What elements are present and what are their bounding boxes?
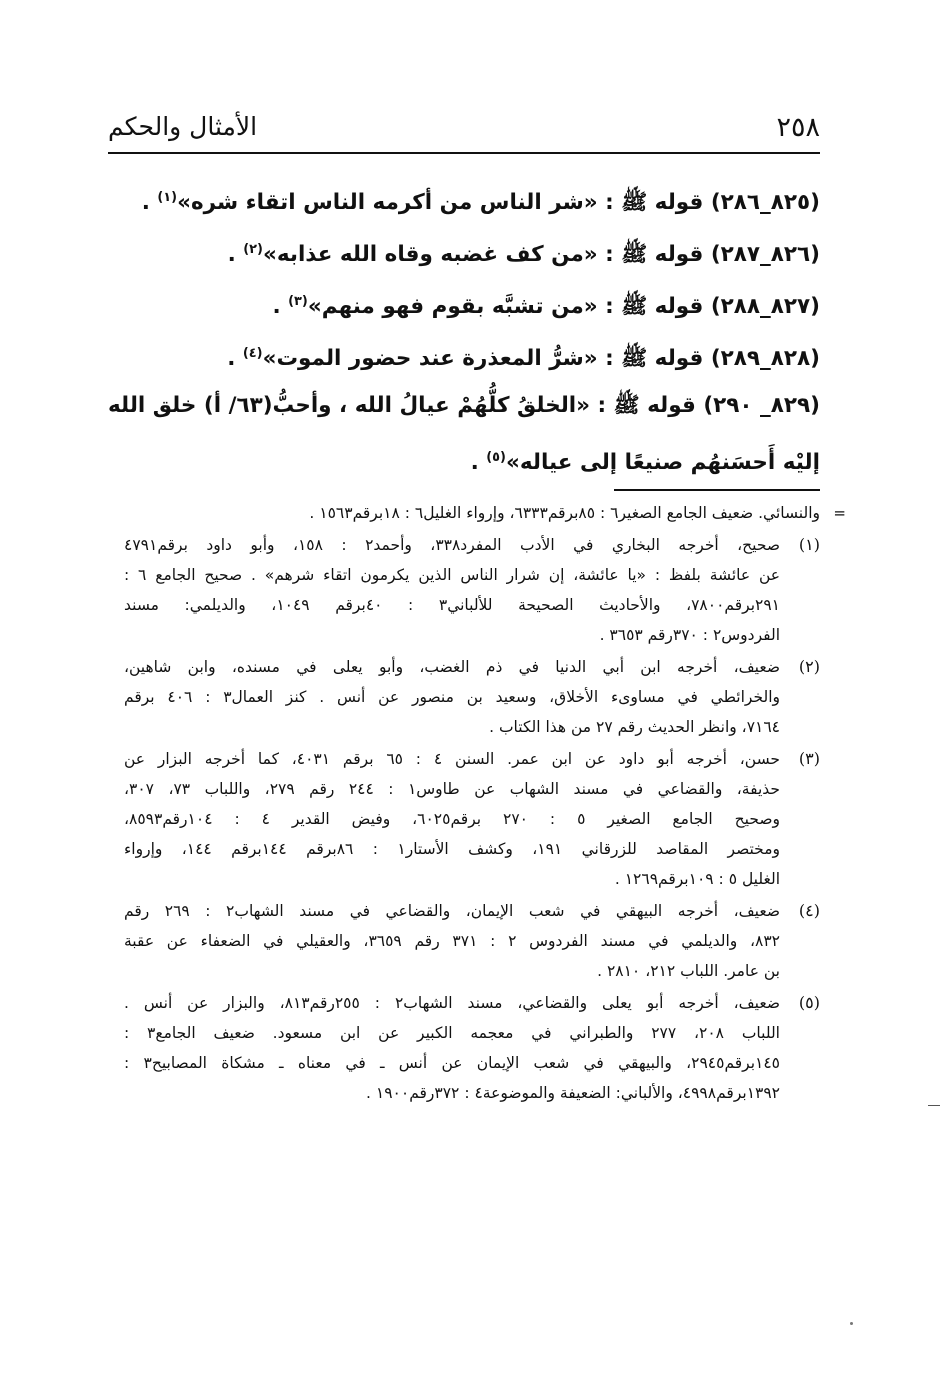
margin-mark [928, 1105, 940, 1106]
hadith-text: قوله ﷺ : «شر الناس من أكرمه الناس اتقاء شره» [177, 190, 704, 216]
hadith-text: قوله ﷺ : «شرُّ المعذرة عند حضور الموت» [262, 346, 704, 372]
footnote-line: ٧١٦٤، وانظر الحديث رقم ٢٧ من هذا الكتاب . [489, 718, 780, 736]
footnote-line: ١٣٩٢برقم٤٩٩٨، والألباني: الضعيفة والموضوعة٤ : ٣٧٢رقم١٩٠٠ . [366, 1084, 780, 1102]
hadith-287 [108, 224, 820, 276]
footnote-line: الغليل ٥ : ١٠٩برقم١٢٦٩ . [614, 870, 780, 888]
footnote-4 [124, 896, 820, 986]
footnote-body [124, 652, 780, 742]
header-rule [108, 152, 820, 154]
footnote-line: والخرائطي في مساوىء الأخلاق، وسعيد بن منصور عن أنس . كنز العمال٣ : ٤٠٦ برقم [124, 688, 780, 706]
hadith-289 [108, 328, 820, 380]
footnotes [124, 498, 846, 1108]
footnote-body [124, 744, 780, 894]
hadith-ref: (٨٢٩_ ٢٩٠) [703, 393, 820, 418]
hadith-290-line-2 [108, 432, 820, 484]
footnote-3 [124, 744, 820, 894]
footnote-line: ضعيف، أخرجه ابن أبي الدنيا في ذم الغضب، وأبو يعلى في مسنده، وابن شاهين، [124, 658, 780, 676]
hadith-text: إليْه أَحسَنهُم صنيعًا إلى عياله» [505, 450, 820, 476]
footnote-2 [124, 652, 820, 742]
continuation-mark: = [833, 504, 846, 522]
continuation-text: والنسائي. ضعيف الجامع الصغير٦ : ٨٥برقم٦٣٣٣، وإرواء الغليل٦ : ١٨برقم١٥٦٣ . [309, 504, 820, 522]
footnote-line: بن عامر. اللباب ٢١٢، ٢٨١٠ . [597, 962, 780, 980]
footnote-line: ١٤٥برقم٢٩٤٥، والبيهقي في شعب الإيمان عن أنس ـ في معناه ـ مشكاة المصابيح٣ : [124, 1054, 781, 1072]
hadith-ref: (٨٢٦_٢٨٧) [710, 242, 820, 268]
footnote-body [124, 988, 780, 1108]
hadith-list [108, 172, 820, 484]
running-title: الأمثال والحكم [108, 112, 258, 141]
footnote-line: وصحيح الجامع الصغير ٥ : ٢٧٠ برقم٦٠٢٥، وفيض القدير ٤ : ١٠٤رقم٨٥٩٣، [124, 810, 780, 828]
page-header [108, 112, 820, 152]
footnote-continuation [124, 498, 846, 528]
hadith-end: . [227, 242, 244, 268]
footnote-line: صحيح، أخرجه البخاري في الأدب المفرد٣٣٨، وأحمد٢ : ١٥٨، وأبو داود برقم٤٧٩١ [124, 536, 781, 554]
footnote-rule [614, 489, 820, 491]
footnote-line: ضعيف، أخرجه أبو يعلى والقضاعي، مسند الشهاب٢ : ٢٥٥رقم٨١٣، والبزار عن أنس . [124, 994, 780, 1012]
hadith-end: . [470, 450, 487, 476]
hadith-text: قوله ﷺ : «من تشبَّه بقوم فهو منهم» [307, 294, 704, 320]
footnote-ref: (٣) [288, 294, 308, 309]
hadith-286 [108, 172, 820, 224]
footnote-line: ضعيف، أخرجه البيهقي في شعب الإيمان، والقضاعي في مسند الشهاب٢ : ٢٦٩ رقم [124, 902, 780, 920]
hadith-end: . [141, 190, 158, 216]
hadith-288 [108, 276, 820, 328]
footnote-body [124, 896, 780, 986]
footnote-ref: (٤) [242, 346, 263, 361]
footnote-line: عن عائشة بلفظ : «يا عائشة، إن شرار الناس الذين يكرمون اتقاء شرهم» . صحيح الجامع ٦ : [124, 566, 780, 584]
footnote-1 [124, 530, 820, 650]
footnote-line: حذيفة، والقضاعي في مسند الشهاب عن طاوس١ : ٢٤٤ رقم ٢٧٩، واللباب ٧٣، ٣٠٧، [124, 780, 780, 798]
page-number: ٢٥٨ [776, 112, 820, 143]
scan-speck [850, 1322, 853, 1325]
hadith-290-line-1 [108, 380, 820, 432]
footnote-number: (١) [798, 535, 820, 554]
footnote-number: (٣) [798, 749, 820, 768]
footnote-line: ٨٣٢، والديلمي في مسند الفردوس ٢ : ٣٧١ رقم ٣٦٥٩، والعقيلي في الضعفاء عن عقبة [124, 932, 780, 950]
footnote-ref: (٢) [243, 242, 263, 257]
footnote-number: (٥) [798, 993, 820, 1012]
footnote-line: ٢٩١برقم٧٨٠٠، والأحاديث الصحيحة للألباني٣ : ٤٠برقم ١٠٤٩، والديلمي: مسند [124, 596, 780, 614]
footnote-number: (٢) [798, 657, 820, 676]
footnote-body [124, 530, 780, 650]
hadith-end: . [272, 294, 289, 320]
footnote-line: حسن، أخرجه أبو داود عن ابن عمر. السنن ٤ : ٦٥ برقم ٤٠٣١، كما أخرجه البزار عن [124, 750, 781, 768]
footnote-line: الفردوس٢ : ٣٧٠رقم ٣٦٥٣ . [599, 626, 780, 644]
footnote-line: اللباب ٢٠٨، ٢٧٧ والطبراني في معجمه الكبير عن ابن مسعود. ضعيف الجامع٣ : [124, 1024, 780, 1042]
hadith-end: . [227, 346, 243, 372]
hadith-ref: (٨٢٥_٢٨٦) [710, 190, 820, 216]
hadith-ref: (٨٢٨_٢٨٩) [710, 346, 820, 372]
hadith-text: قوله ﷺ : «الخلقُ كلُّهُمْ عيالُ الله ، وأحبُّ(٦٣/ أ) خلق الله [108, 393, 696, 418]
footnote-5 [124, 988, 820, 1108]
hadith-ref: (٨٢٧_٢٨٨) [710, 294, 820, 320]
footnote-line: ومختصر المقاصد للزرقاني ١٩١، وكشف الأستار١ : ٨٦برقم ١٤٤برقم ١٤٤، وإرواء [124, 840, 780, 858]
footnote-ref: (٥) [486, 450, 506, 465]
footnote-number: (٤) [798, 901, 820, 920]
hadith-text: قوله ﷺ : «من كف غضبه وقاه الله عذابه» [262, 242, 704, 268]
footnote-ref: (١) [157, 190, 178, 205]
